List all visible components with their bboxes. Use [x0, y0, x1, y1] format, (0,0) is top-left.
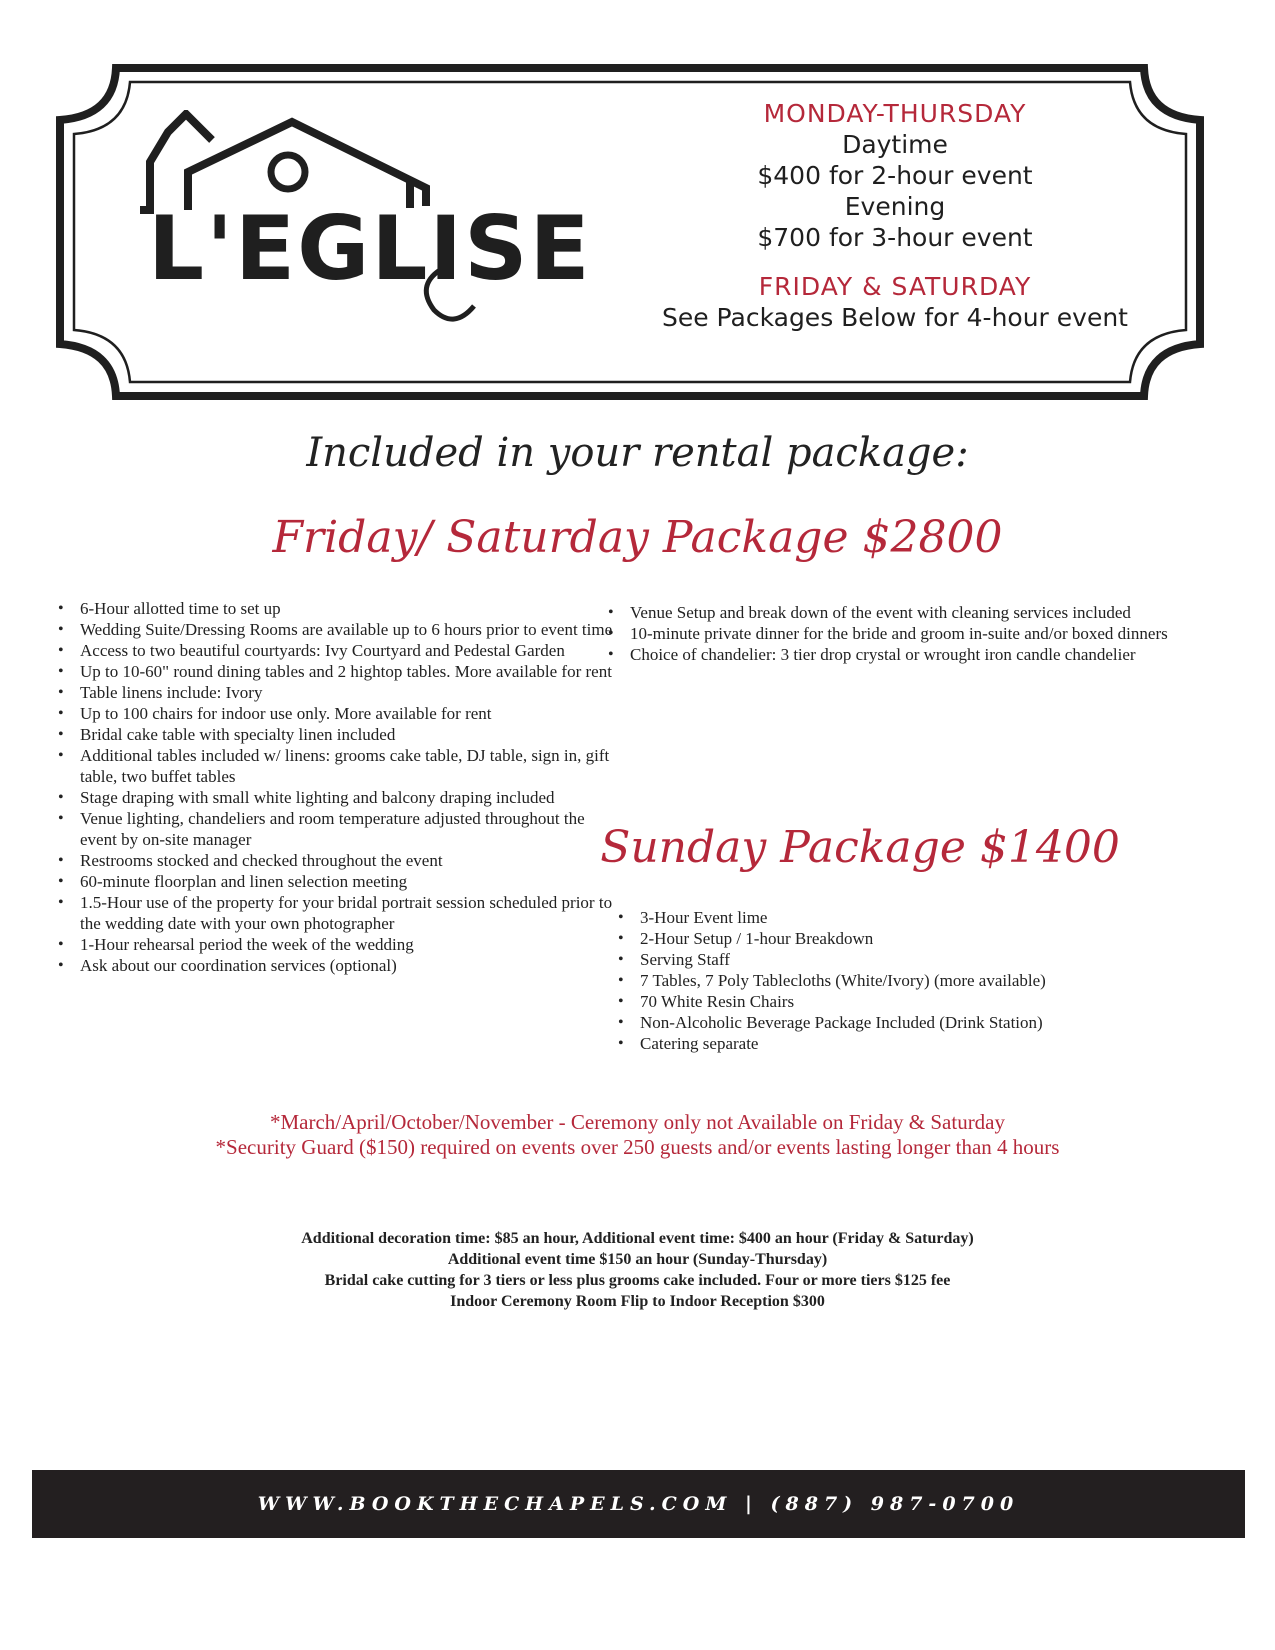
list-item: • Choice of chandelier: 3 tier drop crystal or wrought iron candle chandelier — [606, 644, 1176, 665]
hours-block — [640, 98, 1150, 333]
list-item: • 60-minute floorplan and linen selection meeting — [56, 871, 616, 892]
note-line: *March/April/October/November - Ceremony only not Available on Friday & Saturday — [269, 1110, 1006, 1134]
fee-line: Bridal cake cutting for 3 tiers or less plus grooms cake included. Four or more tiers $125 fee — [324, 1272, 951, 1289]
daytime-label: Daytime — [842, 130, 948, 159]
logo-wordmark: L'EGLISE — [148, 197, 592, 300]
footer-contact: WWW.BOOKTHECHAPELS.COM | (887) 987-0700 — [257, 1493, 1020, 1515]
weekend-note: See Packages Below for 4-hour event — [661, 303, 1128, 332]
note-line: *Security Guard ($150) required on events over 250 guests and/or events lasting longer than 4 hours — [215, 1135, 1060, 1159]
additional-fees — [0, 1228, 1275, 1312]
sunday-package-list — [616, 907, 1176, 1054]
list-item: • 2-Hour Setup / 1-hour Breakdown — [616, 928, 1176, 949]
footer-bar — [32, 1470, 1245, 1538]
friday-package-title: Friday/ Saturday Package $2800 — [272, 512, 1003, 563]
included-heading: Included in your rental package: — [306, 430, 969, 476]
list-item: • 1.5-Hour use of the property for your bridal portrait session scheduled prior to the wedding date with your own photographer — [56, 892, 616, 934]
list-item: • 70 White Resin Chairs — [616, 991, 1176, 1012]
list-item: • Serving Staff — [616, 949, 1176, 970]
friday-package-list-right — [606, 602, 1176, 665]
evening-label: Evening — [844, 192, 946, 221]
sunday-package-title: Sunday Package $1400 — [600, 822, 1120, 873]
fee-line: Additional event time $150 an hour (Sunday-Thursday) — [447, 1251, 828, 1268]
list-item: • Wedding Suite/Dressing Rooms are available up to 6 hours prior to event time — [56, 619, 616, 640]
weekday-heading: MONDAY-THURSDAY — [763, 99, 1027, 128]
list-item: • Up to 10-60" round dining tables and 2 hightop tables. More available for rent — [56, 661, 616, 682]
list-item: • Restrooms stocked and checked throughout the event — [56, 850, 616, 871]
list-item: • Table linens include: Ivory — [56, 682, 616, 703]
fee-line: Indoor Ceremony Room Flip to Indoor Reception $300 — [450, 1293, 825, 1310]
list-item: • Venue Setup and break down of the event with cleaning services included — [606, 602, 1176, 623]
list-item: • Stage draping with small white lighting and balcony draping included — [56, 787, 616, 808]
list-item: • 3-Hour Event lime — [616, 907, 1176, 928]
list-item: • Additional tables included w/ linens: grooms cake table, DJ table, sign in, gift table, two buffet tables — [56, 745, 616, 787]
list-item: • Ask about our coordination services (optional) — [56, 955, 616, 976]
list-item: • Catering separate — [616, 1033, 1176, 1054]
friday-package-list-left — [56, 598, 616, 976]
list-item: • 1-Hour rehearsal period the week of the wedding — [56, 934, 616, 955]
list-item: • Access to two beautiful courtyards: Ivy Courtyard and Pedestal Garden — [56, 640, 616, 661]
daytime-price: $400 for 2-hour event — [757, 161, 1033, 190]
list-item: • 6-Hour allotted time to set up — [56, 598, 616, 619]
list-item: • Non-Alcoholic Beverage Package Included (Drink Station) — [616, 1012, 1176, 1033]
list-item: • Venue lighting, chandeliers and room temperature adjusted throughout the event by on-site manager — [56, 808, 616, 850]
list-item: • Up to 100 chairs for indoor use only. More available for rent — [56, 703, 616, 724]
fee-line: Additional decoration time: $85 an hour, Additional event time: $400 an hour (Friday & Saturday) — [301, 1230, 974, 1247]
list-item: • 10-minute private dinner for the bride and groom in-suite and/or boxed dinners — [606, 623, 1176, 644]
list-item: • Bridal cake table with specialty linen included — [56, 724, 616, 745]
list-item: • 7 Tables, 7 Poly Tablecloths (White/Ivory) (more available) — [616, 970, 1176, 991]
weekend-heading: FRIDAY & SATURDAY — [758, 272, 1032, 301]
evening-price: $700 for 3-hour event — [757, 223, 1033, 252]
notes — [0, 1110, 1275, 1160]
